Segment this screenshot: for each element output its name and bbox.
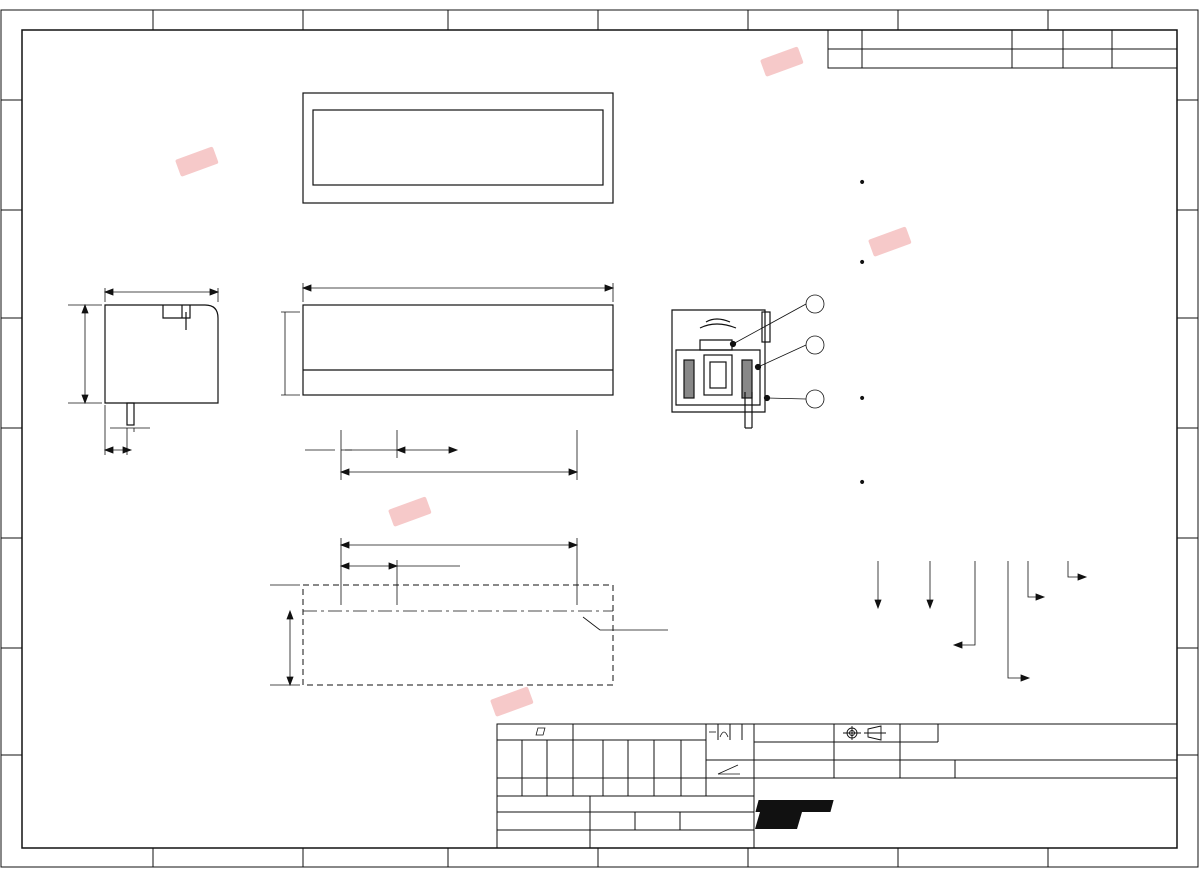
revision-table [828, 30, 1177, 68]
top-view [303, 93, 613, 203]
rohs-compliance: • [858, 475, 867, 491]
projection-symbol [843, 726, 886, 740]
watermark-layer [175, 46, 912, 717]
tolerance-table [497, 724, 754, 796]
watermark-logo [388, 496, 432, 527]
section-view [672, 310, 770, 428]
watermark-logo [490, 686, 534, 717]
mechanical-heading: • [858, 391, 867, 407]
material-heading: • [858, 175, 867, 191]
pcb-dimensions [270, 538, 668, 685]
pcb-layout [303, 585, 613, 685]
electrical-heading: • [858, 255, 867, 271]
title-block [497, 724, 1177, 848]
front-view-dimensions [281, 283, 613, 480]
side-view [105, 305, 218, 425]
company-logo [755, 800, 834, 829]
side-view-dimensions [68, 288, 218, 455]
watermark-logo [868, 226, 912, 257]
tolerance-symbols [536, 728, 740, 774]
drawing-frame [1, 10, 1198, 867]
order-leaders [875, 561, 1086, 681]
watermark-logo [760, 46, 804, 77]
watermark-logo [175, 146, 219, 177]
specifications [858, 175, 866, 491]
front-view [303, 305, 613, 395]
